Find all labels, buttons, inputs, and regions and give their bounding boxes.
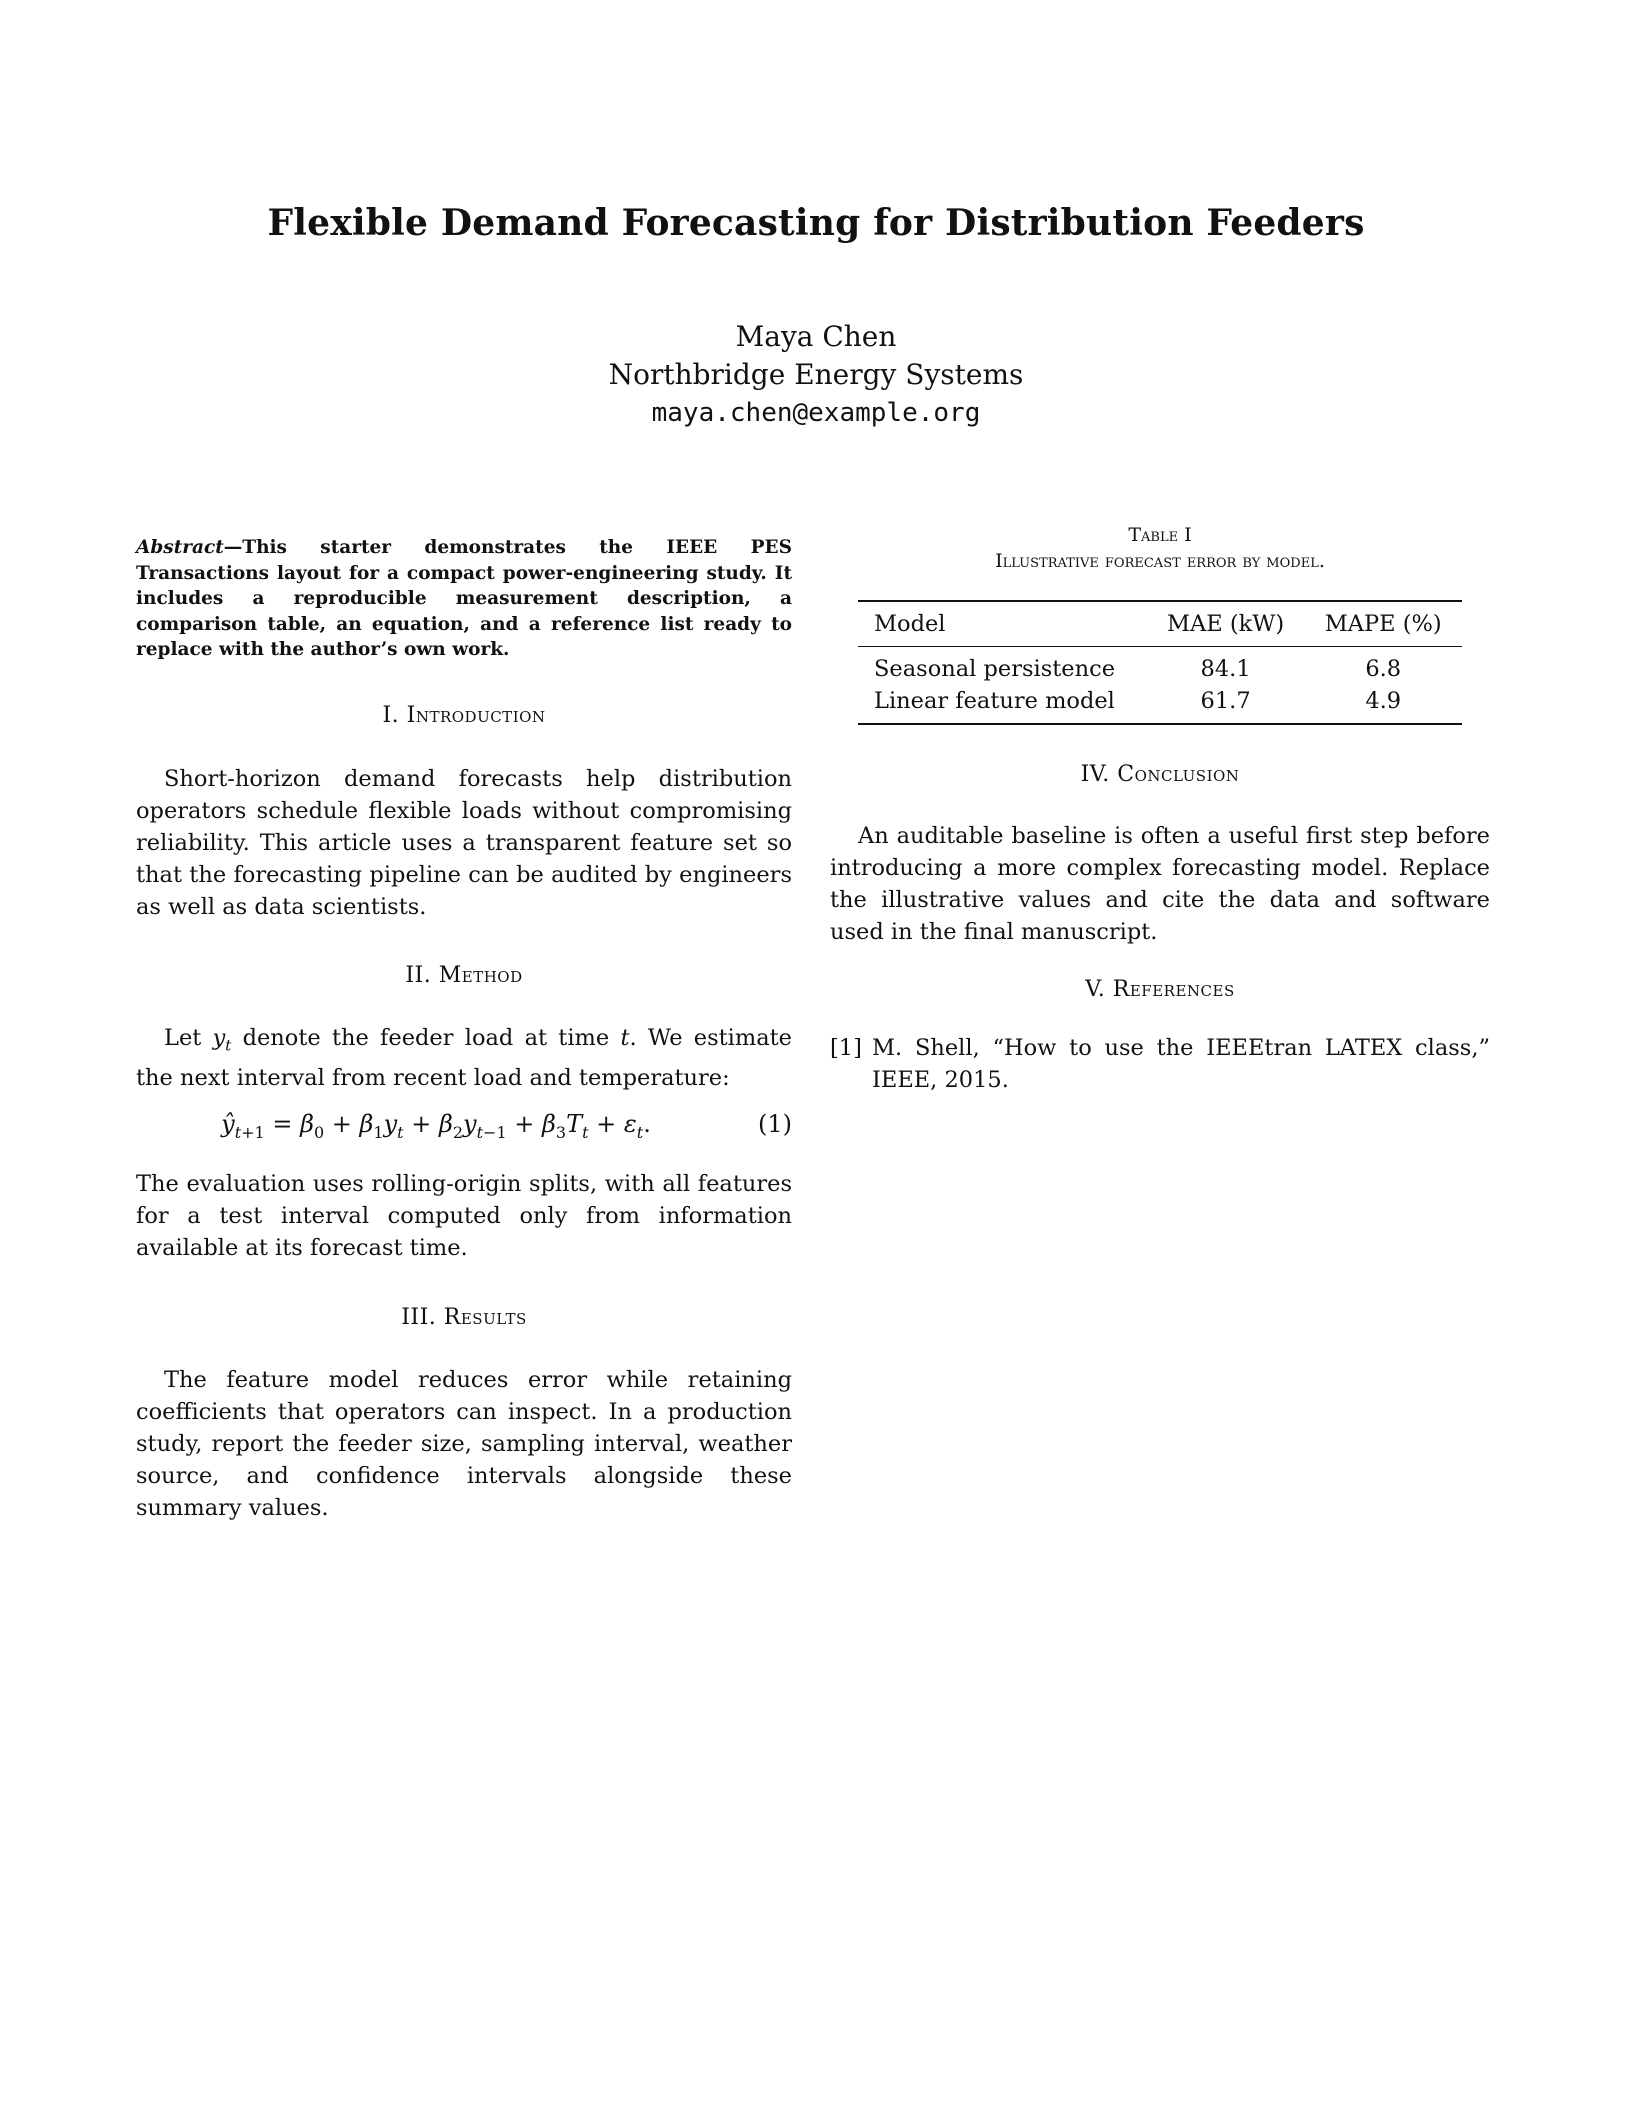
table-header-mae: MAE (kW) — [1147, 601, 1305, 647]
table-header-model: Model — [858, 601, 1147, 647]
equation-number: (1) — [758, 1110, 792, 1138]
author-block — [0, 318, 1632, 432]
paper-title: Flexible Demand Forecasting for Distribution Feeders — [267, 202, 1365, 244]
method-text-1c: . We estimate the next interval from recent load and temperature: — [136, 1025, 792, 1091]
method-text-1b: denote the feeder load at time — [231, 1025, 621, 1051]
equation-1 — [136, 1110, 792, 1146]
table-cell-mae: 84.1 — [1200, 656, 1251, 682]
table-cell-mae: 61.7 — [1147, 685, 1305, 724]
table-cell-mape: 4.9 — [1304, 685, 1462, 724]
reference-item — [830, 1032, 1490, 1096]
author-affiliation: Northbridge Energy Systems — [608, 358, 1024, 391]
table-label: Table I — [1128, 524, 1192, 546]
method-paragraph-1 — [136, 1022, 792, 1094]
abstract-label: Abstract — [136, 537, 224, 558]
section-heading-method: II. Method — [405, 963, 523, 988]
table-caption: Illustrative forecast error by model. — [995, 550, 1325, 572]
method-paragraph-2: The evaluation uses rolling-origin splits, with all features for a test interval computed only from information available at its forecast time. — [136, 1171, 792, 1261]
author-name: Maya Chen — [735, 320, 897, 353]
equation-body: $ŷ_{t+1} = \beta_0 + \beta_1y_t + \beta_2y_{t-1} + \beta_3T_t + \varepsilon_t$. — [221, 1110, 651, 1142]
results-text: The feature model reduces error while retaining coefficients that operators can inspect. In a production study, report the feeder size, sampling interval, weather source, and confidence intervals alongside these summary values. — [136, 1367, 792, 1521]
table-header-row — [858, 601, 1462, 647]
table-header-mape: MAPE (%) — [1304, 601, 1462, 647]
math-t: t — [620, 1025, 630, 1051]
table-cell-model: Seasonal persistence — [874, 656, 1116, 682]
section-heading-references: V. References — [1085, 977, 1235, 1002]
table-row — [858, 685, 1462, 724]
abstract — [136, 535, 792, 663]
conclusion-text: An auditable baseline is often a useful first step before introducing a more complex forecasting model. Replace the illustrative values and cite the data and software used in the final manuscript. — [830, 823, 1490, 945]
reference-text: M. Shell, “How to use the IEEEtran LATEX class,” IEEE, 2015. — [872, 1035, 1490, 1093]
section-heading-introduction: I. Introduction — [382, 703, 546, 728]
conclusion-paragraph — [830, 820, 1490, 948]
results-paragraph — [136, 1364, 792, 1524]
table-cell-mape: 6.8 — [1365, 656, 1402, 682]
author-email[interactable]: maya.chen@example.org — [651, 398, 981, 428]
introduction-paragraph — [136, 763, 792, 923]
section-heading-conclusion: IV. Conclusion — [1080, 762, 1240, 787]
reference-number: [1] — [830, 1035, 862, 1061]
table-row — [858, 647, 1462, 686]
forecast-error-table — [858, 600, 1462, 725]
method-text-1a: Let — [164, 1025, 213, 1051]
table-cell-model: Linear feature model — [858, 685, 1147, 724]
abstract-text: —This starter demonstrates the IEEE PES Transactions layout for a compact power-engineering study. It includes a reproducible measurement description, a comparison table, an equation, and a reference list ready to replace with the author’s own work. — [136, 537, 792, 660]
math-y-t: $y_t$ — [212, 1025, 232, 1055]
introduction-text: Short-horizon demand forecasts help distribution operators schedule flexible loads without compromising reliability. This article uses a transparent feature set so that the forecasting pipeline can be audited by engineers as well as data scientists. — [136, 766, 792, 920]
section-heading-results: III. Results — [401, 1305, 527, 1330]
